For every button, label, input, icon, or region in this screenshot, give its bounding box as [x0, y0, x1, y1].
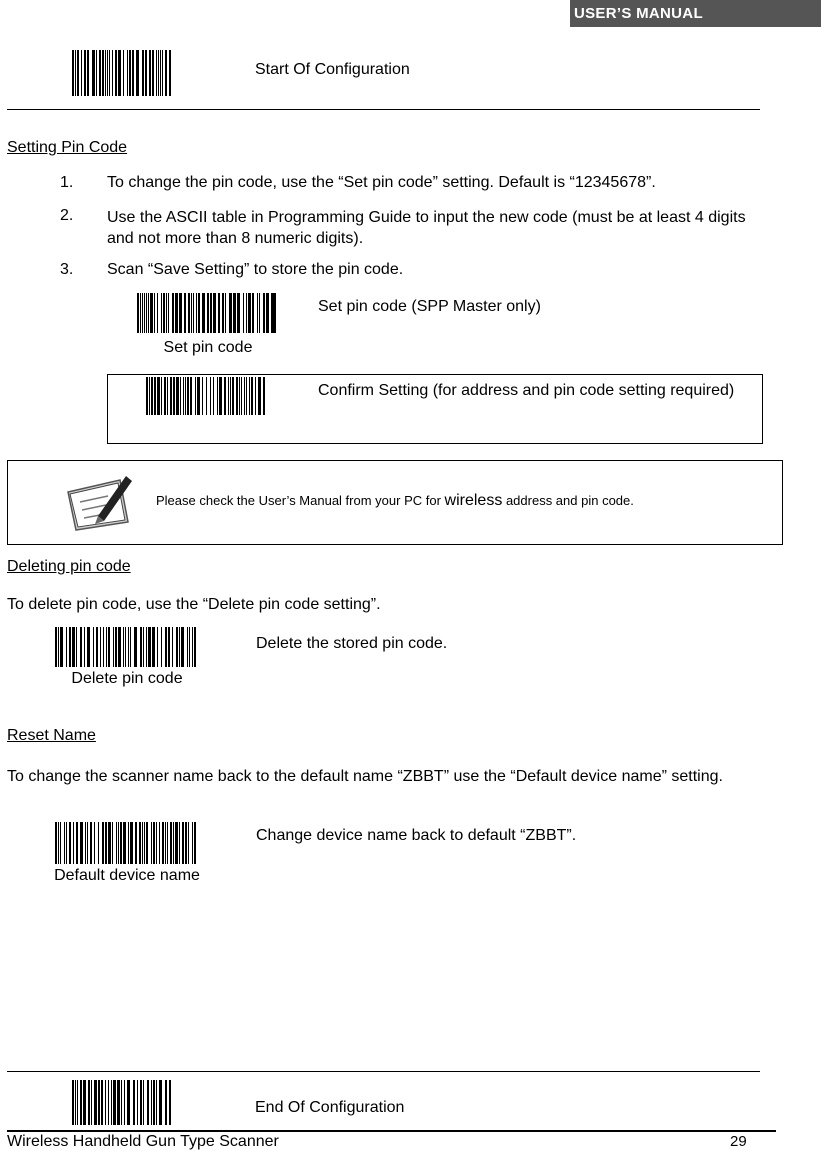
note-pencil-icon: [62, 472, 132, 537]
note-text-before: Please check the User’s Manual from your PC for: [156, 493, 445, 508]
note-text: [156, 492, 634, 510]
note-text-after: address and pin code.: [502, 493, 634, 508]
footer-title: Wireless Handheld Gun Type Scanner: [7, 1133, 279, 1150]
confirm-description: Confirm Setting (for address and pin code setting required): [318, 382, 735, 399]
delete-pin-caption: Delete pin code: [71, 670, 183, 687]
barcode-graphic: [137, 293, 279, 333]
barcode-graphic: [146, 377, 268, 415]
end-config-barcode: [72, 1080, 174, 1125]
set-pin-caption: Set pin code: [163, 339, 253, 356]
confirm-barcode: [146, 377, 268, 415]
barcode-graphic: [72, 50, 174, 96]
default-name-barcode: [55, 822, 199, 864]
barcode-graphic: [55, 627, 199, 667]
deleting-intro: To delete pin code, use the “Delete pin code setting”.: [7, 596, 381, 613]
setting-pin-heading: Setting Pin Code: [7, 139, 128, 156]
set-pin-description: Set pin code (SPP Master only): [318, 298, 541, 315]
step-3-number: 3.: [60, 261, 74, 278]
divider: [7, 1071, 760, 1072]
delete-pin-barcode: [55, 627, 199, 667]
start-config-barcode: [72, 50, 174, 96]
step-1-number: 1.: [60, 174, 74, 191]
header-label: USER’S MANUAL: [570, 0, 821, 27]
set-pin-barcode: [137, 293, 279, 333]
step-1-text: To change the pin code, use the “Set pin code” setting. Default is “12345678”.: [107, 174, 656, 191]
default-name-description: Change device name back to default “ZBBT”.: [256, 827, 577, 844]
note-text-emphasis: wireless: [444, 492, 503, 509]
barcode-graphic: [72, 1080, 174, 1125]
delete-pin-description: Delete the stored pin code.: [256, 635, 448, 652]
barcode-graphic: [55, 822, 199, 864]
step-2-text: Use the ASCII table in Programming Guide to input the new code (must be at least 4 digits and not more than 8 numeric digits).: [107, 209, 746, 247]
step-2-number: 2.: [60, 207, 74, 224]
step-3-text: Scan “Save Setting” to store the pin code.: [107, 261, 404, 278]
divider: [7, 109, 760, 110]
reset-name-heading: Reset Name: [7, 727, 96, 744]
start-config-label: Start Of Configuration: [255, 61, 410, 78]
reset-name-intro: To change the scanner name back to the default name “ZBBT” use the “Default device name” setting.: [7, 768, 723, 785]
page-number: 29: [730, 1133, 747, 1150]
end-config-label: End Of Configuration: [255, 1099, 405, 1116]
footer-rule: [7, 1130, 776, 1132]
default-name-caption: Default device name: [54, 867, 200, 884]
deleting-heading: Deleting pin code: [7, 558, 131, 575]
